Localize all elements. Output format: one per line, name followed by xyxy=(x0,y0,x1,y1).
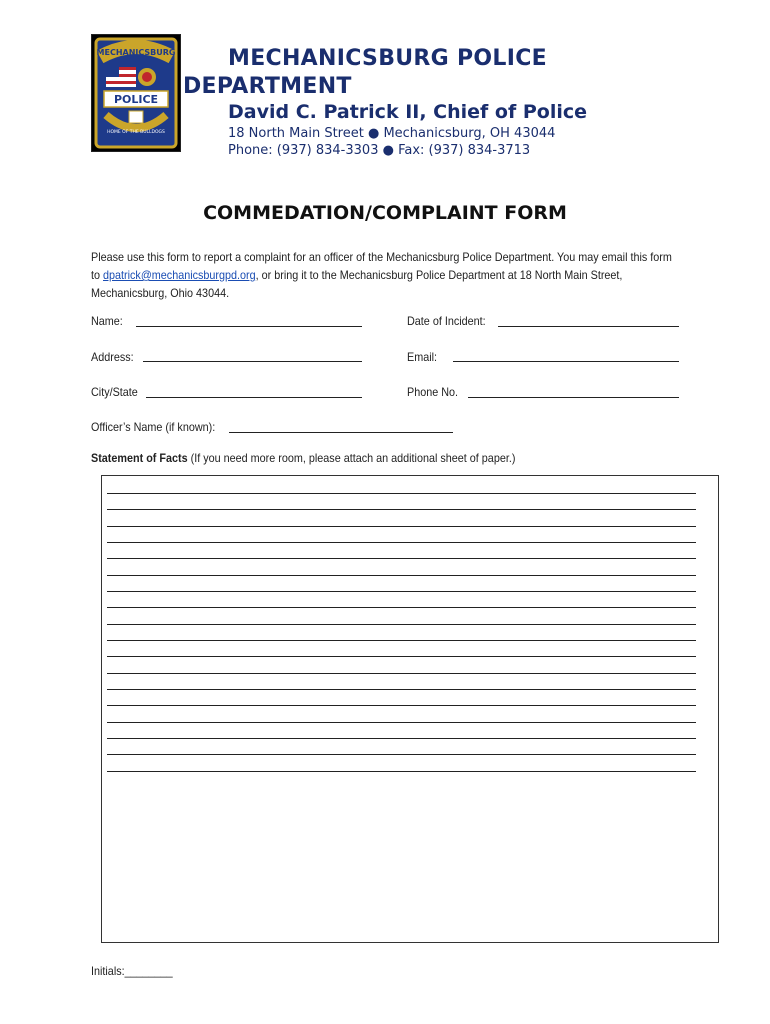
statement-line[interactable] xyxy=(107,640,696,641)
form-title: COMMEDATION/COMPLAINT FORM xyxy=(203,202,567,224)
badge-center-text: POLICE xyxy=(113,93,159,106)
badge-bottom-text: HOME OF THE BULLDOGS xyxy=(107,130,165,135)
city-state-field[interactable] xyxy=(146,397,362,398)
statement-line[interactable] xyxy=(107,526,696,527)
police-badge-logo xyxy=(91,34,181,152)
city-state-label: City/State xyxy=(91,385,138,399)
statement-line[interactable] xyxy=(107,673,696,674)
statement-of-facts-box[interactable] xyxy=(101,475,719,943)
address-label: Address: xyxy=(91,350,134,364)
officer-name-field[interactable] xyxy=(229,432,453,433)
intro-text-before: Please use this form to report a complaint for an officer of the Mechanicsburg Police Department. You may email this form to xyxy=(91,250,672,282)
statement-line[interactable] xyxy=(107,624,696,625)
date-of-incident-label: Date of Incident: xyxy=(407,314,486,328)
name-field[interactable] xyxy=(136,326,362,327)
chief-of-police: David C. Patrick II, Chief of Police xyxy=(228,101,588,123)
statement-line[interactable] xyxy=(107,689,696,690)
statement-label-bold: Statement of Facts xyxy=(91,451,188,465)
statement-line[interactable] xyxy=(107,656,696,657)
form-instructions xyxy=(91,248,681,302)
email-field[interactable] xyxy=(453,361,679,362)
statement-of-facts-label xyxy=(91,451,515,465)
phone-label: Phone No. xyxy=(407,385,459,399)
statement-line[interactable] xyxy=(107,591,696,592)
phone-field[interactable] xyxy=(468,397,679,398)
statement-note: (If you need more room, please attach an additional sheet of paper.) xyxy=(187,451,516,465)
department-name-line1: MECHANICSBURG POLICE xyxy=(228,46,547,71)
statement-line[interactable] xyxy=(107,738,696,739)
department-name-line2: DEPARTMENT xyxy=(183,74,352,99)
badge-top-text: MECHANICSBURG xyxy=(96,48,176,57)
statement-line[interactable] xyxy=(107,542,696,543)
name-label: Name: xyxy=(91,314,123,328)
address-field[interactable] xyxy=(143,361,362,362)
statement-line[interactable] xyxy=(107,771,696,772)
statement-line[interactable] xyxy=(107,575,696,576)
statement-line[interactable] xyxy=(107,754,696,755)
statement-line[interactable] xyxy=(107,509,696,510)
statement-line[interactable] xyxy=(107,493,696,494)
statement-line[interactable] xyxy=(107,705,696,706)
email-link[interactable]: dpatrick@mechanicsburgpd.org xyxy=(103,268,256,282)
officer-name-label: Officer’s Name (if known): xyxy=(91,420,216,434)
date-of-incident-field[interactable] xyxy=(498,326,679,327)
intro-text-after: , or bring it to the Mechanicsburg Police Department at 18 North Main Street, Mechanicsburg, Ohio 43044. xyxy=(91,268,623,300)
statement-line[interactable] xyxy=(107,722,696,723)
initials-field[interactable]: Initials:________ xyxy=(91,964,173,978)
statement-line[interactable] xyxy=(107,558,696,559)
department-address: 18 North Main Street ● Mechanicsburg, OH 43044 xyxy=(228,126,556,141)
statement-line[interactable] xyxy=(107,607,696,608)
department-phone-fax: Phone: (937) 834-3303 ● Fax: (937) 834-3713 xyxy=(228,143,531,158)
email-label: Email: xyxy=(407,350,438,364)
